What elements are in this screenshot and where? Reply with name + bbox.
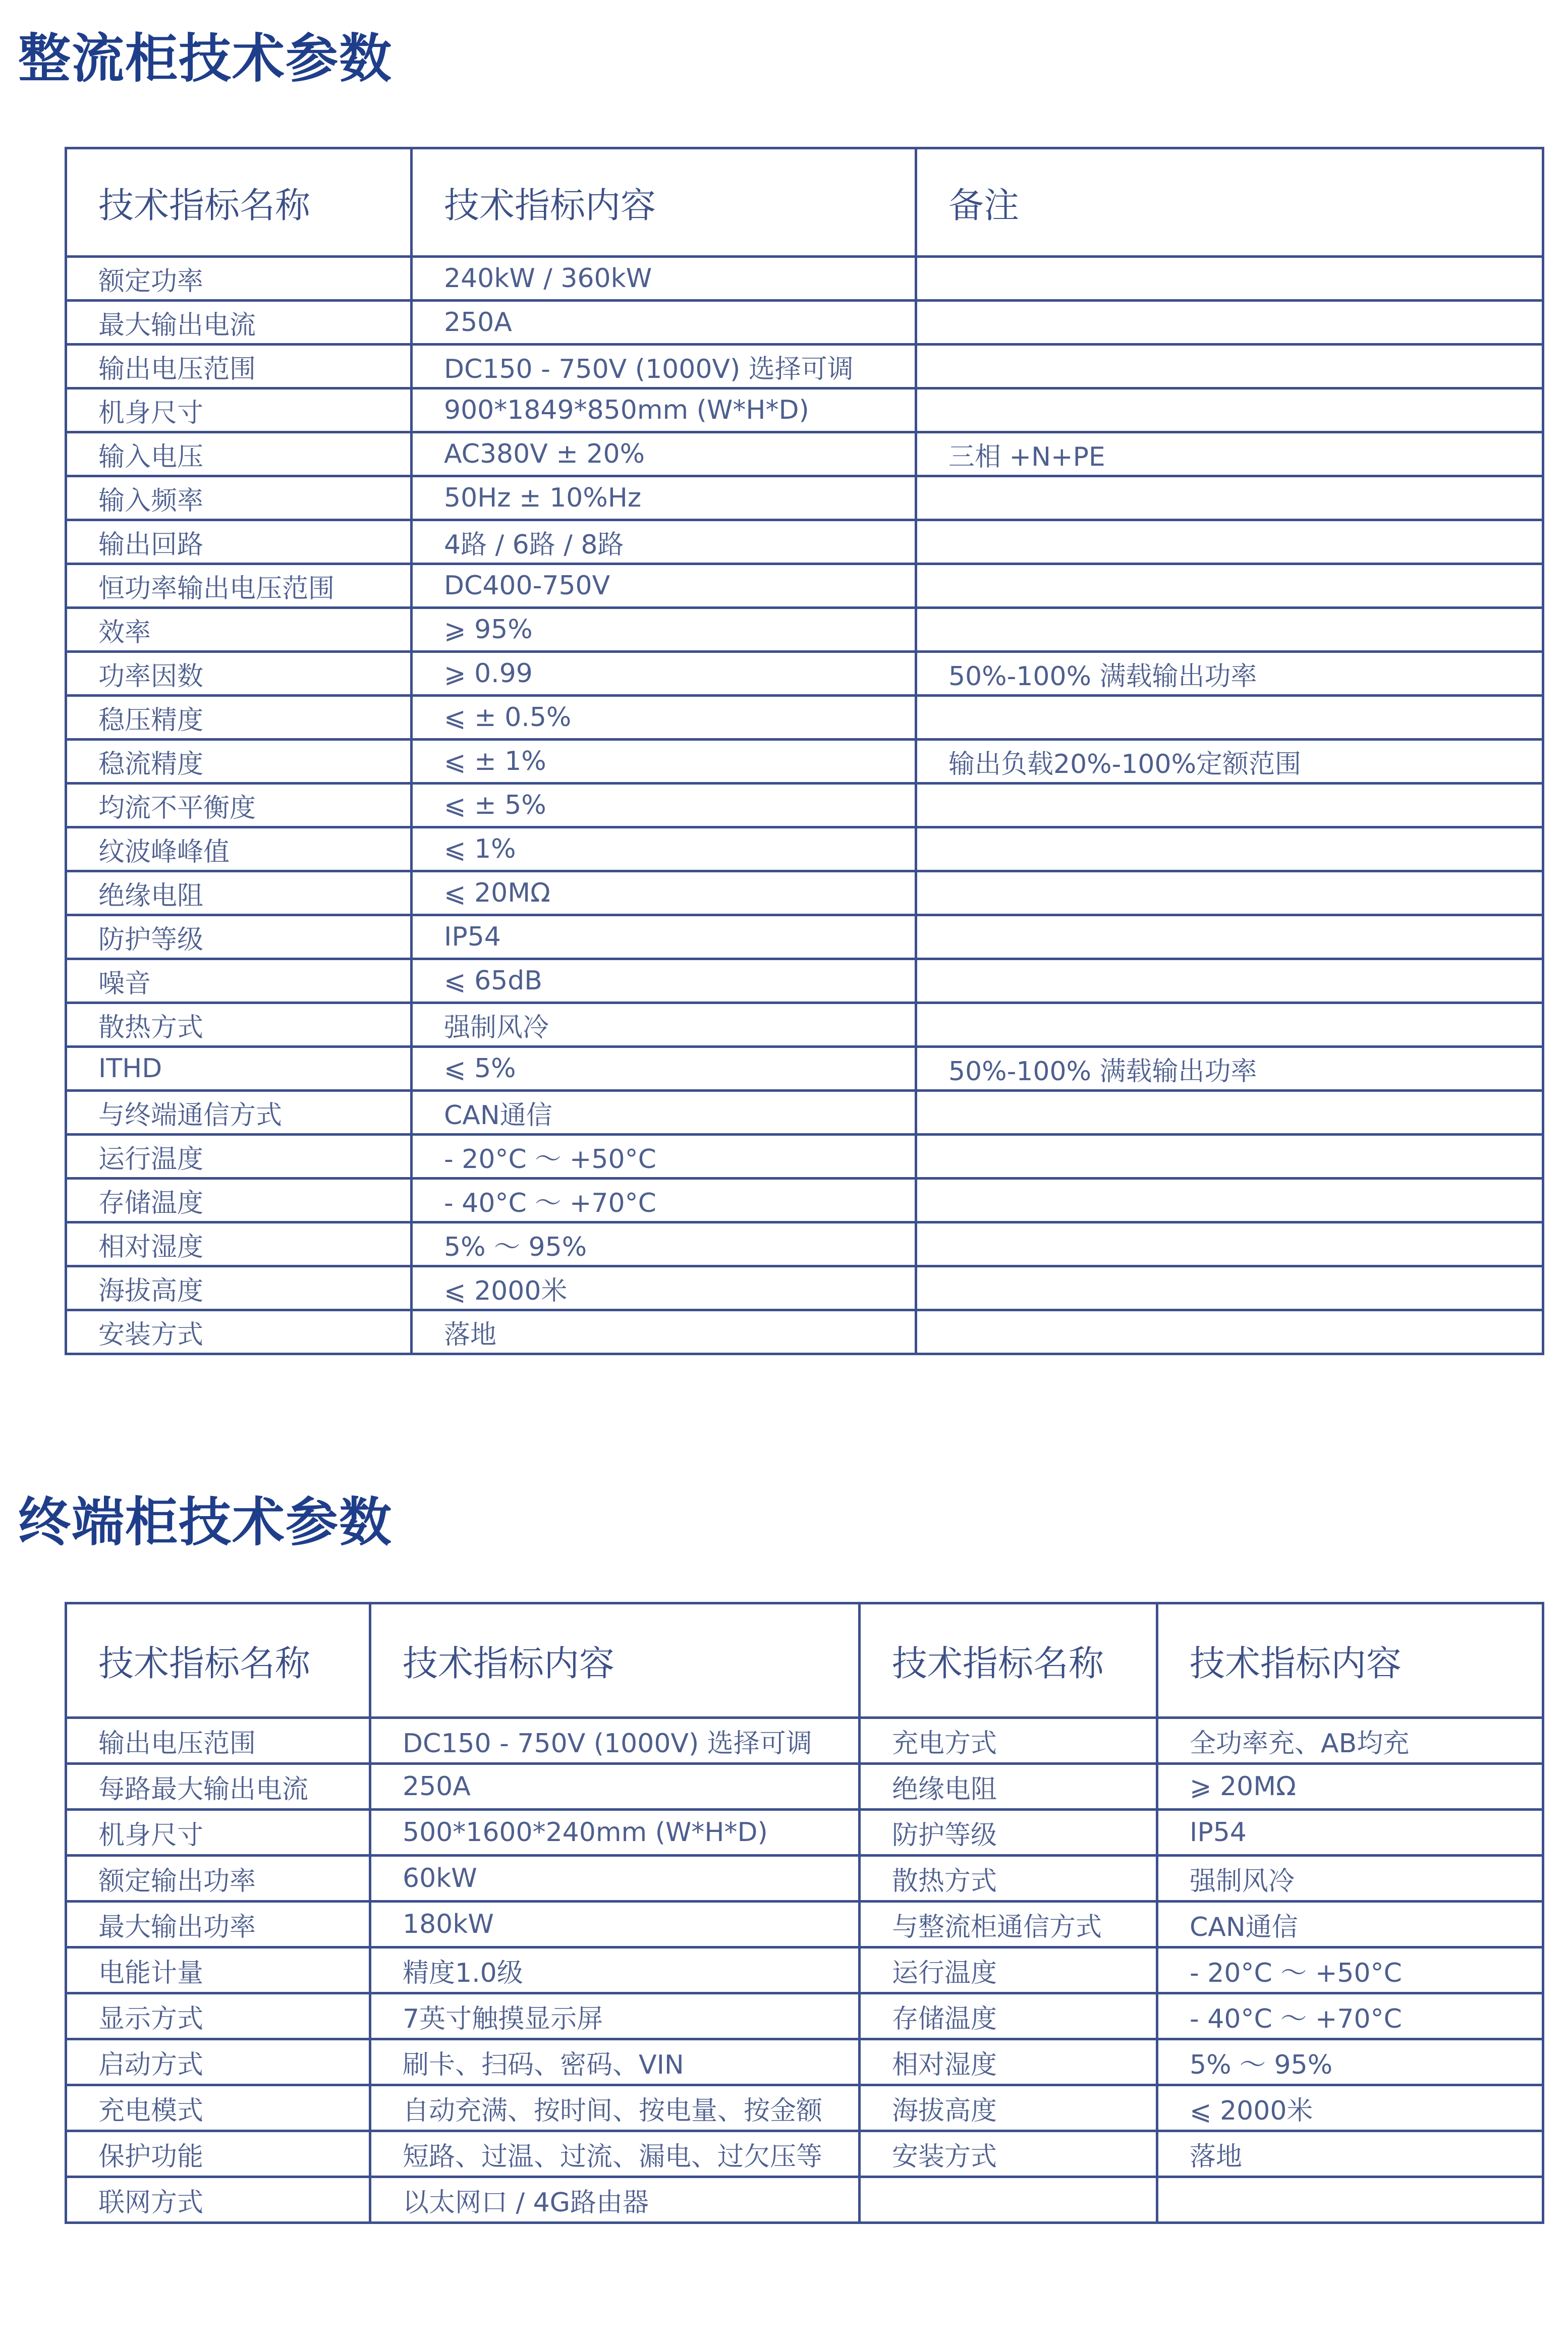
table-row <box>66 2039 1543 2085</box>
rectifier-title: 整流柜技术参数 <box>18 28 393 89</box>
table-cell: DC150 - 750V (1000V) 选择可调 <box>412 345 916 388</box>
table-cell <box>916 345 1543 388</box>
table-cell: 额定功率 <box>66 257 412 301</box>
column-header: 技术指标内容 <box>412 148 916 257</box>
column-header: 技术指标名称 <box>66 148 412 257</box>
table-cell: 安装方式 <box>66 1310 412 1354</box>
table-cell: 相对湿度 <box>860 2039 1157 2085</box>
table-cell: 均流不平衡度 <box>66 784 412 827</box>
table-cell: 绝缘电阻 <box>860 1764 1157 1810</box>
table-cell: 180kW <box>370 1902 860 1947</box>
table-cell: 绝缘电阻 <box>66 871 412 915</box>
table-header-row <box>66 1603 1543 1718</box>
table-row <box>66 827 1543 871</box>
table-row <box>66 432 1543 476</box>
table-row <box>66 696 1543 740</box>
table-cell: 机身尺寸 <box>66 388 412 432</box>
table-row <box>66 2177 1543 2223</box>
table-cell: 强制风冷 <box>412 1003 916 1047</box>
table-cell: 防护等级 <box>860 1810 1157 1856</box>
table-cell: 稳压精度 <box>66 696 412 740</box>
column-header: 技术指标内容 <box>370 1603 860 1718</box>
table-cell: 输出负载20%-100%定额范围 <box>916 740 1543 784</box>
table-cell <box>916 301 1543 345</box>
table-cell: 最大输出功率 <box>66 1902 370 1947</box>
table-cell: IP54 <box>412 915 916 959</box>
table-cell: 恒功率输出电压范围 <box>66 564 412 608</box>
table-cell <box>916 959 1543 1003</box>
table-cell: 5% ～ 95% <box>412 1222 916 1266</box>
table-cell: 效率 <box>66 608 412 652</box>
terminal-title: 终端柜技术参数 <box>18 1491 393 1553</box>
table-cell: 运行温度 <box>860 1947 1157 1993</box>
table-row <box>66 1047 1543 1091</box>
table-cell: 4路 / 6路 / 8路 <box>412 520 916 564</box>
table-cell: 每路最大输出电流 <box>66 1764 370 1810</box>
table-cell <box>916 827 1543 871</box>
table-cell: 50%-100% 满载输出功率 <box>916 1047 1543 1091</box>
table-cell: IP54 <box>1157 1810 1543 1856</box>
table-row <box>66 959 1543 1003</box>
table-row <box>66 608 1543 652</box>
table-cell <box>916 871 1543 915</box>
table-row <box>66 345 1543 388</box>
table-cell <box>860 2177 1157 2223</box>
table-cell <box>916 608 1543 652</box>
table-cell: ⩽ 5% <box>412 1047 916 1091</box>
table-cell: 安装方式 <box>860 2131 1157 2177</box>
table-cell: 250A <box>412 301 916 345</box>
table-cell: 50%-100% 满载输出功率 <box>916 652 1543 696</box>
table-row <box>66 1222 1543 1266</box>
table-row <box>66 520 1543 564</box>
table-cell: ⩽ 2000米 <box>412 1266 916 1310</box>
table-cell: ⩽ ± 5% <box>412 784 916 827</box>
table-row <box>66 1135 1543 1179</box>
table-cell: ⩽ 65dB <box>412 959 916 1003</box>
table-cell: 存储温度 <box>860 1993 1157 2039</box>
table-row <box>66 652 1543 696</box>
table-cell: ⩾ 0.99 <box>412 652 916 696</box>
table-row <box>66 740 1543 784</box>
table-row <box>66 1179 1543 1222</box>
table-cell: 纹波峰峰值 <box>66 827 412 871</box>
table-cell: 存储温度 <box>66 1179 412 1222</box>
table-cell: 以太网口 / 4G路由器 <box>370 2177 860 2223</box>
column-header: 技术指标内容 <box>1157 1603 1543 1718</box>
table-cell: 240kW / 360kW <box>412 257 916 301</box>
rectifier-spec-table <box>65 147 1544 1355</box>
table-cell: 250A <box>370 1764 860 1810</box>
table-cell: 防护等级 <box>66 915 412 959</box>
table-cell <box>916 784 1543 827</box>
table-cell: 60kW <box>370 1856 860 1902</box>
table-cell: 短路、过温、过流、漏电、过欠压等 <box>370 2131 860 2177</box>
table-cell: 输入频率 <box>66 476 412 520</box>
table-cell: ⩾ 95% <box>412 608 916 652</box>
table-cell: 三相 +N+PE <box>916 432 1543 476</box>
table-row <box>66 915 1543 959</box>
table-cell: ⩽ ± 0.5% <box>412 696 916 740</box>
column-header: 技术指标名称 <box>860 1603 1157 1718</box>
table-cell <box>916 1003 1543 1047</box>
table-row <box>66 1856 1543 1902</box>
table-cell <box>916 257 1543 301</box>
table-row <box>66 257 1543 301</box>
table-cell: 海拔高度 <box>66 1266 412 1310</box>
table-cell: 7英寸触摸显示屏 <box>370 1993 860 2039</box>
table-cell: 联网方式 <box>66 2177 370 2223</box>
table-row <box>66 388 1543 432</box>
table-row <box>66 871 1543 915</box>
table-cell: 噪音 <box>66 959 412 1003</box>
table-cell: 启动方式 <box>66 2039 370 2085</box>
table-cell: 输出电压范围 <box>66 1718 370 1764</box>
table-cell: - 20°C ～ +50°C <box>412 1135 916 1179</box>
table-cell <box>916 564 1543 608</box>
table-cell: 刷卡、扫码、密码、VIN <box>370 2039 860 2085</box>
table-cell: 充电模式 <box>66 2085 370 2131</box>
table-row <box>66 1266 1543 1310</box>
table-cell: 散热方式 <box>66 1003 412 1047</box>
table-row <box>66 1003 1543 1047</box>
table-cell: 显示方式 <box>66 1993 370 2039</box>
table-row <box>66 301 1543 345</box>
table-cell: 散热方式 <box>860 1856 1157 1902</box>
table-cell <box>916 476 1543 520</box>
table-cell: 强制风冷 <box>1157 1856 1543 1902</box>
table-cell: 与整流柜通信方式 <box>860 1902 1157 1947</box>
table-row <box>66 1993 1543 2039</box>
table-cell: 900*1849*850mm (W*H*D) <box>412 388 916 432</box>
table-cell: 运行温度 <box>66 1135 412 1179</box>
table-cell: - 20°C ～ +50°C <box>1157 1947 1543 1993</box>
table-cell: 落地 <box>412 1310 916 1354</box>
table-cell: 精度1.0级 <box>370 1947 860 1993</box>
table-cell: CAN通信 <box>1157 1902 1543 1947</box>
table-cell <box>916 1179 1543 1222</box>
table-cell: ITHD <box>66 1047 412 1091</box>
table-cell: DC400-750V <box>412 564 916 608</box>
table-row <box>66 784 1543 827</box>
table-cell: CAN通信 <box>412 1091 916 1135</box>
table-row <box>66 1810 1543 1856</box>
table-row <box>66 1947 1543 1993</box>
table-cell <box>916 1266 1543 1310</box>
table-cell <box>916 1310 1543 1354</box>
table-row <box>66 564 1543 608</box>
table-cell: 全功率充、AB均充 <box>1157 1718 1543 1764</box>
table-cell: 5% ～ 95% <box>1157 2039 1543 2085</box>
table-cell: 海拔高度 <box>860 2085 1157 2131</box>
table-cell: 稳流精度 <box>66 740 412 784</box>
table-row <box>66 1764 1543 1810</box>
table-cell <box>916 1222 1543 1266</box>
column-header: 备注 <box>916 148 1543 257</box>
table-cell: 50Hz ± 10%Hz <box>412 476 916 520</box>
table-cell: ⩾ 20MΩ <box>1157 1764 1543 1810</box>
table-cell: 自动充满、按时间、按电量、按金额 <box>370 2085 860 2131</box>
table-cell: 输入电压 <box>66 432 412 476</box>
table-cell: 充电方式 <box>860 1718 1157 1764</box>
table-cell <box>916 520 1543 564</box>
table-cell: 机身尺寸 <box>66 1810 370 1856</box>
table-cell: 输出电压范围 <box>66 345 412 388</box>
table-cell: ⩽ 1% <box>412 827 916 871</box>
table-cell: 电能计量 <box>66 1947 370 1993</box>
table-row <box>66 476 1543 520</box>
table-cell <box>916 915 1543 959</box>
table-cell: 输出回路 <box>66 520 412 564</box>
table-cell: DC150 - 750V (1000V) 选择可调 <box>370 1718 860 1764</box>
table-cell: - 40°C ～ +70°C <box>1157 1993 1543 2039</box>
column-header: 技术指标名称 <box>66 1603 370 1718</box>
table-cell <box>916 388 1543 432</box>
table-row <box>66 1902 1543 1947</box>
table-row <box>66 2131 1543 2177</box>
table-cell <box>1157 2177 1543 2223</box>
table-cell: 500*1600*240mm (W*H*D) <box>370 1810 860 1856</box>
table-cell: 落地 <box>1157 2131 1543 2177</box>
table-header-row <box>66 148 1543 257</box>
table-cell <box>916 696 1543 740</box>
table-row <box>66 1718 1543 1764</box>
table-row <box>66 1310 1543 1354</box>
table-cell: - 40°C ～ +70°C <box>412 1179 916 1222</box>
table-cell: ⩽ 20MΩ <box>412 871 916 915</box>
table-cell: 功率因数 <box>66 652 412 696</box>
table-row <box>66 1091 1543 1135</box>
table-cell: ⩽ ± 1% <box>412 740 916 784</box>
table-cell: 相对湿度 <box>66 1222 412 1266</box>
table-cell: AC380V ± 20% <box>412 432 916 476</box>
table-row <box>66 2085 1543 2131</box>
table-cell <box>916 1091 1543 1135</box>
table-cell: 额定输出功率 <box>66 1856 370 1902</box>
table-cell: 与终端通信方式 <box>66 1091 412 1135</box>
table-cell: ⩽ 2000米 <box>1157 2085 1543 2131</box>
table-cell: 保护功能 <box>66 2131 370 2177</box>
terminal-spec-table <box>65 1602 1544 2224</box>
table-cell: 最大输出电流 <box>66 301 412 345</box>
table-cell <box>916 1135 1543 1179</box>
